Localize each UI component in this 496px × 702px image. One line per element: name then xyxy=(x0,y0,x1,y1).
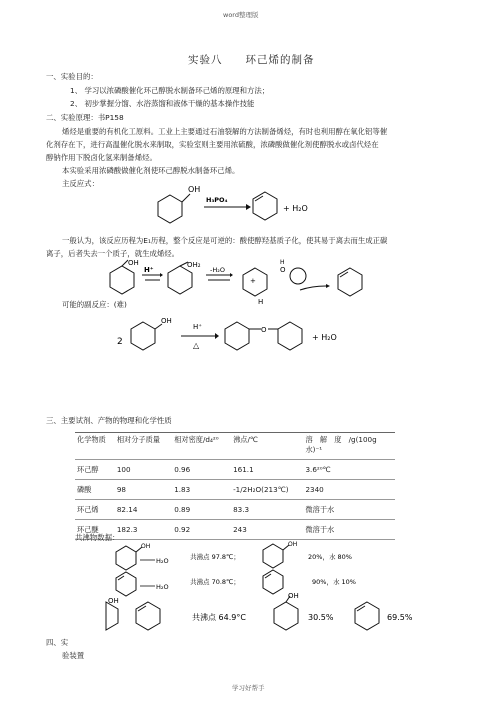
apparatus-label: 验装置 xyxy=(62,651,85,660)
properties-table xyxy=(75,432,395,540)
svg-text:共沸点 97.8℃；: 共沸点 97.8℃； xyxy=(190,553,240,561)
col-header: 相对分子质量 xyxy=(115,433,172,460)
section-principle: 二、实验原理：书P158 xyxy=(46,113,124,122)
svg-text:H⁺: H⁺ xyxy=(193,323,202,331)
svg-text:2: 2 xyxy=(117,337,123,347)
svg-text:H₂O: H₂O xyxy=(156,583,169,591)
svg-text:O: O xyxy=(280,266,286,274)
azeotrope-label: 共沸物数据： xyxy=(75,533,120,542)
plus-water-label: + H₂O xyxy=(283,204,308,213)
page-header: word整理版 xyxy=(223,11,259,19)
side-reaction-label: 可能的副反应：(难) xyxy=(62,300,127,309)
svg-text:H⁺: H⁺ xyxy=(144,266,154,274)
mechanism-line-1: 一般认为，该反应历程为E₁历程，整个反应是可逆的：酸使醇羟基质子化，使其易于离去而生成正碳 xyxy=(62,236,388,245)
svg-text:30.5%: 30.5% xyxy=(308,613,334,622)
cyclohexene-ring xyxy=(253,192,277,220)
svg-text:O: O xyxy=(261,326,267,334)
main-reaction-scheme xyxy=(150,180,320,225)
svg-text:-H₂O: -H₂O xyxy=(210,266,225,274)
table-row: 环己醚 182.3 0.92 243 微溶于水 xyxy=(75,520,395,540)
svg-text:90%，水 10%: 90%，水 10% xyxy=(312,578,356,586)
mechanism-line-2: 离子，后者失去一个质子，就生成烯烃。 xyxy=(46,249,180,258)
principle-line-3: 醇钠作用下脱卤化氢来制备烯烃。 xyxy=(46,153,157,162)
svg-text:共沸点 64.9°C: 共沸点 64.9°C xyxy=(192,613,246,622)
svg-text:H₂O: H₂O xyxy=(156,557,169,565)
reagent-label: H₃PO₄ xyxy=(206,196,228,204)
main-reaction-label: 主反应式： xyxy=(62,179,99,188)
objective-item-2: 2、 初步掌握分馏、水浴蒸馏和液体干燥的基本操作技能 xyxy=(70,99,255,108)
principle-line-4: 本实验采用浓磷酸做催化剂使环己醇脱水制备环己烯。 xyxy=(62,166,240,175)
svg-text:69.5%: 69.5% xyxy=(387,613,413,622)
page-title: 实验八 环己烯的制备 xyxy=(188,54,315,66)
svg-text:H: H xyxy=(258,298,264,306)
table-row: 环己烯 82.14 0.89 83.3 微溶于水 xyxy=(75,500,395,520)
principle-line-1: 烯烃是重要的有机化工原料。工业上主要通过石油裂解的方法制备烯烃，有时也利用醇在氧化铝等催 xyxy=(62,127,388,136)
col-header: 沸点/℃ xyxy=(231,433,303,460)
section-apparatus: 四、实 xyxy=(46,638,69,647)
cyclohexanol-ring xyxy=(158,195,182,223)
side-reaction-scheme xyxy=(115,312,355,364)
svg-text:+: + xyxy=(250,277,256,285)
table-header-row xyxy=(75,433,395,460)
mechanism-scheme xyxy=(100,256,370,306)
section-properties: 三、主要试剂、产物的物理和化学性质 xyxy=(46,416,172,425)
col-header: 化学物质 xyxy=(75,433,115,460)
svg-text:共沸点 70.8℃；: 共沸点 70.8℃； xyxy=(190,578,240,586)
svg-text:OH₂: OH₂ xyxy=(187,261,201,269)
section-objective: 一、实验目的： xyxy=(46,72,98,81)
svg-text:OH: OH xyxy=(288,541,298,548)
principle-line-2: 化剂存在下，进行高温催化脱水来制取，实验室则主要用浓硫酸，浓磷酸做催化剂使醇脱水或卤代烃在 xyxy=(46,140,379,149)
svg-text:OH: OH xyxy=(108,597,119,605)
col-header: 相对密度/d₄²⁰ xyxy=(172,433,231,460)
table-row: 环己醇 100 0.96 161.1 3.6²⁰℃ xyxy=(75,460,395,480)
svg-text:△: △ xyxy=(193,341,200,350)
table-row: 磷酸 98 1.83 -1/2H₂O(213℃) 2340 xyxy=(75,480,395,500)
azeotrope-figure xyxy=(110,540,440,632)
svg-text:OH: OH xyxy=(141,543,151,550)
svg-text:OH: OH xyxy=(288,592,299,600)
svg-text:OH: OH xyxy=(161,317,172,325)
page-footer: 学习好帮手 xyxy=(232,684,265,692)
svg-text:20%，水 80%: 20%，水 80% xyxy=(308,553,352,561)
svg-text:H: H xyxy=(280,259,285,266)
objective-item-1: 1、 学习以浓磷酸催化环己醇脱水制备环己烯的原理和方法； xyxy=(70,86,270,95)
oh-label: OH xyxy=(188,185,201,194)
col-header: 溶 解 度 /g(100g 水)⁻¹ xyxy=(303,433,395,460)
svg-text:+ H₂O: + H₂O xyxy=(312,333,337,342)
svg-text:OH: OH xyxy=(128,259,139,267)
